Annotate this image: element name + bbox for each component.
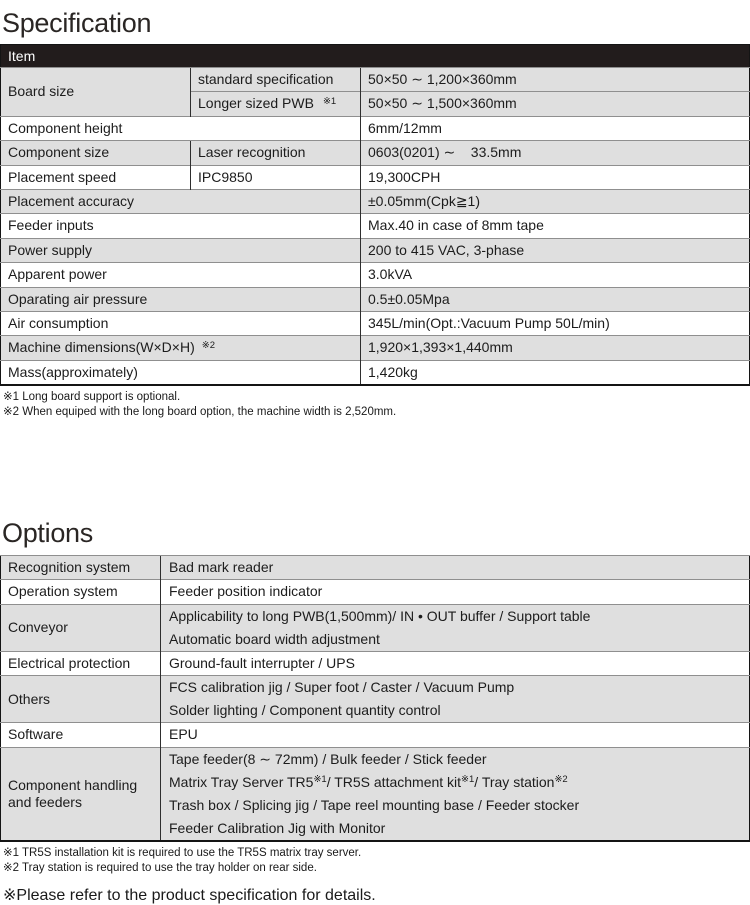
spec-row-air-consumption <box>1 312 750 336</box>
spec-sheet-page <box>0 8 750 905</box>
row-value-text: Matrix Tray Server TR5 <box>169 773 314 790</box>
options-row-software <box>1 723 750 747</box>
row-value-text: / TR5S attachment kit <box>326 773 462 790</box>
reference-mark: ※1 <box>322 95 337 107</box>
row-label: Recognition system <box>1 556 161 580</box>
options-footnotes <box>3 846 750 875</box>
options-row-recognition-system <box>1 556 750 580</box>
spec-row-power-supply <box>1 238 750 262</box>
spec-row-component-size <box>1 141 750 165</box>
options-footnote-2: ※2 Tray station is required to use the tray holder on rear side. <box>3 861 317 874</box>
row-value: 0603(0201) ∼ 33.5mm <box>361 141 750 165</box>
footer-note: ※Please refer to the product specification for details. <box>3 887 376 905</box>
row-label: Air consumption <box>1 312 361 336</box>
row-label: Mass(approximately) <box>1 360 361 385</box>
row-label: Conveyor <box>1 604 161 651</box>
row-value-line: Tape feeder(8 ∼ 72mm) / Bulk feeder / Stick feeder <box>169 750 487 767</box>
row-value <box>161 556 750 580</box>
row-label: Feeder inputs <box>1 214 361 238</box>
row-sub-label <box>191 92 361 116</box>
row-value-line <box>161 771 749 794</box>
row-value <box>161 723 750 747</box>
row-value-line: EPU <box>169 726 198 743</box>
options-row-others <box>1 676 750 723</box>
spec-table-header: Item <box>1 45 750 68</box>
row-label: Component height <box>1 116 361 140</box>
row-label: Component size <box>1 141 191 165</box>
row-label: Component handling and feeders <box>1 747 161 841</box>
options-row-conveyor <box>1 604 750 651</box>
options-row-electrical-protection <box>1 651 750 675</box>
row-value: 1,420kg <box>361 360 750 385</box>
spec-row-apparent-power <box>1 263 750 287</box>
row-value: 0.5±0.05Mpa <box>361 287 750 311</box>
row-value-line: Feeder position indicator <box>169 583 323 600</box>
spec-row-machine-dimensions <box>1 336 750 360</box>
row-label: Apparent power <box>1 263 361 287</box>
row-label: Software <box>1 723 161 747</box>
row-value-line: Trash box / Splicing jig / Tape reel mounting base / Feeder stocker <box>169 796 580 813</box>
row-value <box>161 676 750 723</box>
row-label: Others <box>1 676 161 723</box>
spec-row-board-size-standard <box>1 68 750 92</box>
options-title: Options <box>2 518 93 549</box>
row-value: 19,300CPH <box>361 165 750 189</box>
row-label: Placement speed <box>1 165 191 189</box>
row-label: Oparating air pressure <box>1 287 361 311</box>
row-value <box>161 651 750 675</box>
row-value <box>161 580 750 604</box>
specification-title: Specification <box>2 8 152 38</box>
row-label: Board size <box>1 68 191 117</box>
row-value-line: FCS calibration jig / Super foot / Caster / Vacuum Pump <box>169 679 515 696</box>
row-label: Placement accuracy <box>1 190 361 214</box>
row-sub-label: Laser recognition <box>191 141 361 165</box>
reference-mark: ※1 <box>461 774 475 786</box>
spec-row-operating-air-pressure <box>1 287 750 311</box>
row-value: 3.0kVA <box>361 263 750 287</box>
spec-row-feeder-inputs <box>1 214 750 238</box>
reference-mark: ※1 <box>313 774 327 786</box>
row-value: 50×50 ∼ 1,200×360mm <box>361 68 750 92</box>
row-value: 345L/min(Opt.:Vacuum Pump 50L/min) <box>361 312 750 336</box>
spec-row-placement-speed <box>1 165 750 189</box>
row-value: Max.40 in case of 8mm tape <box>361 214 750 238</box>
specification-table <box>0 44 750 386</box>
row-label: Power supply <box>1 238 361 262</box>
spec-footnote-2: ※2 When equiped with the long board option, the machine width is 2,520mm. <box>3 405 397 418</box>
row-value-line: Ground-fault interrupter / UPS <box>169 654 355 671</box>
row-value <box>161 604 750 651</box>
row-sub-label: standard specification <box>191 68 361 92</box>
row-value: 6mm/12mm <box>361 116 750 140</box>
row-value-line: Feeder Calibration Jig with Monitor <box>169 820 386 837</box>
row-value <box>161 747 750 841</box>
spec-row-component-height <box>1 116 750 140</box>
row-sub-label-text: Longer sized PWB <box>198 95 314 112</box>
options-row-component-handling <box>1 747 750 841</box>
options-footnote-1: ※1 TR5S installation kit is required to use the TR5S matrix tray server. <box>3 847 362 860</box>
spec-header-row <box>1 45 750 68</box>
row-value-line: Bad mark reader <box>169 559 274 576</box>
spec-footnote-1: ※1 Long board support is optional. <box>3 391 181 404</box>
reference-mark: ※2 <box>554 774 568 786</box>
row-value-line: Solder lighting / Component quantity control <box>169 702 441 719</box>
row-value: ±0.05mm(Cpk≧1) <box>361 190 750 214</box>
row-value: 50×50 ∼ 1,500×360mm <box>361 92 750 116</box>
spec-row-placement-accuracy <box>1 190 750 214</box>
reference-mark: ※2 <box>201 339 215 351</box>
spec-footnotes <box>3 390 750 419</box>
row-value-line: Automatic board width adjustment <box>169 630 380 647</box>
row-sub-label: IPC9850 <box>191 165 361 189</box>
row-value-line: Applicability to long PWB(1,500mm)/ IN • OUT buffer / Support table <box>169 607 591 624</box>
row-label-text: Machine dimensions(W×D×H) <box>8 339 195 356</box>
row-value: 1,920×1,393×1,440mm <box>361 336 750 360</box>
row-value-text: / Tray station <box>474 773 555 790</box>
row-label: Electrical protection <box>1 651 161 675</box>
row-label <box>1 336 361 360</box>
row-value: 200 to 415 VAC, 3-phase <box>361 238 750 262</box>
options-row-operation-system <box>1 580 750 604</box>
row-label: Operation system <box>1 580 161 604</box>
spec-row-mass <box>1 360 750 385</box>
options-table <box>0 555 750 842</box>
